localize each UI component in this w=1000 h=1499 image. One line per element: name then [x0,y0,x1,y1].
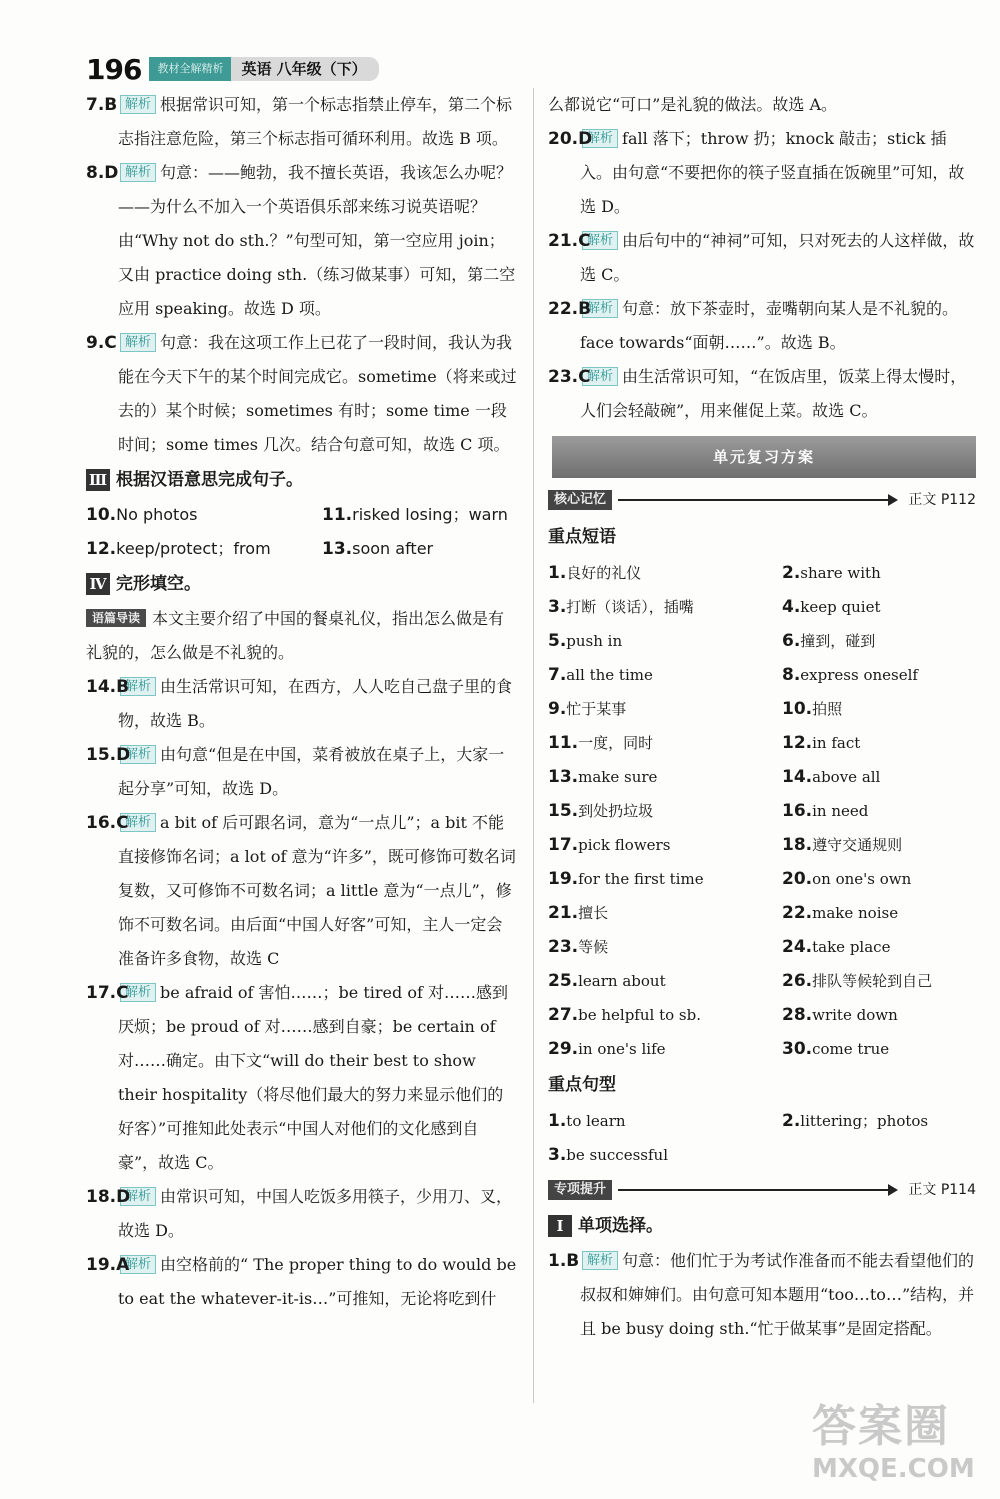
answer-text: 句意：他们忙于为考试作准备而不能去看望他们的叔叔和婶婶们。由句意可知本题用“too…to…”结构，并且 be busy doing sth.“忙于做某事”是固定搭配。 [580,1251,975,1338]
book-series-label: 教材全解精析 [149,57,231,81]
answer-list [548,122,976,428]
answer-item [86,738,518,806]
analysis-tag: 解析 [582,367,618,386]
answer-text: 句意：我在这项工作上已花了一段时间，我认为我能在今天下午的某个时间完成它。sometime（将来或过去的）某个时候；sometimes 有时；some time 一段时间；some times 几次。结合句意可知，故选 C 项。 [118,333,517,454]
item-text: 打断（谈话），插嘴 [566,598,694,616]
phrase-item [782,726,976,760]
arrow-line [618,1189,896,1191]
analysis-tag: 解析 [120,1187,156,1206]
analysis-tag: 解析 [120,813,156,832]
item-text: share with [800,564,881,582]
item-text: in fact [812,734,861,752]
fill-item [86,498,322,532]
answer-item [548,292,976,360]
sentence-item [548,1104,782,1138]
phrase-item [548,658,782,692]
item-number: 14. [782,767,813,787]
item-text: all the time [566,666,653,684]
phrase-item [548,692,782,726]
item-text: No photos [116,505,198,524]
answer-text: 句意：——鲍勃，我不擅长英语，我该怎么办呢？——为什么不加入一个英语俱乐部来练习说英语呢？由“Why not do sth.？”句型可知，第一空应用 join；又由 practice doing sth.（练习做某事）可知，第二空应用 speaking。故选 D 项。 [118,163,516,318]
guide-text: 本文主要介绍了中国的餐桌礼仪，指出怎么做是有礼貌的，怎么做是不礼貌的。 [86,609,505,662]
item-text: 等候 [578,938,609,956]
watermark-logo [812,1400,982,1490]
item-text: write down [812,1006,898,1024]
item-number: 15. [548,801,579,821]
phrase-item [548,862,782,896]
item-number: 17. [548,835,579,855]
answer-number: 9.C [86,333,117,353]
analysis-tag: 解析 [120,983,156,1002]
item-number: 18. [782,835,813,855]
item-text: keep/protect；from [116,539,271,558]
item-number: 20. [782,869,813,889]
answer-number: 20.D [548,129,593,149]
item-number: 26. [782,971,813,991]
item-number: 13. [322,539,353,559]
phrase-item [548,998,782,1032]
right-column [548,88,976,1346]
answer-item [548,224,976,292]
item-text: soon after [352,539,434,558]
phrase-item [782,998,976,1032]
analysis-tag: 解析 [120,163,156,182]
item-number: 3. [548,597,567,617]
item-text: above all [812,768,881,786]
item-number: 5. [548,631,567,651]
answer-text: a bit of 后可跟名词，意为“一点儿”；a bit 不能直接修饰名词；a lot of 意为“许多”，既可修饰可数名词复数，又可修饰不可数名词；a little 意为“一点儿”，修饰不可数名词。由后面“中国人好客”可知，主人一定会准备许多食物，故选 C [118,813,516,968]
answer-item [548,122,976,224]
fill-item [86,532,322,566]
item-number: 23. [548,937,579,957]
phrase-item [782,556,976,590]
item-number: 21. [548,903,579,923]
answer-text: 由常识可知，中国人吃饭多用筷子，少用刀、叉，故选 D。 [118,1187,513,1240]
item-number: 13. [548,767,579,787]
item-text: 排队等候轮到自己 [812,972,933,990]
item-text: 一度，同时 [578,734,654,752]
item-number: 12. [86,539,117,559]
answer-item [86,806,518,976]
item-number: 16. [782,801,813,821]
guide-tag: 语篇导读 [86,609,146,627]
answer-number: 21.C [548,231,591,251]
analysis-tag: 解析 [582,129,618,148]
item-text: learn about [578,972,666,990]
answer-item [86,326,518,462]
sentence-item [782,1104,976,1138]
phrase-item [548,556,782,590]
item-number: 30. [782,1039,813,1059]
answer-text: 由生活常识可知，在西方，人人吃自己盘子里的食物，故选 B。 [118,677,513,730]
analysis-tag: 解析 [120,677,156,696]
phrase-item [548,624,782,658]
answer-item [86,88,518,156]
column-divider [533,88,534,1403]
fill-item [322,532,518,566]
page-header [86,52,379,86]
analysis-tag: 解析 [582,299,618,318]
item-text: littering；photos [800,1112,929,1130]
phrase-item [782,658,976,692]
phrase-item [782,862,976,896]
phrase-item [782,760,976,794]
section-title: 单项选择。 [578,1216,663,1236]
reference-page: 正文 P114 [908,1182,976,1198]
phrase-item [782,896,976,930]
answer-number: 18.D [86,1187,131,1207]
item-number: 11. [322,505,353,525]
item-text: come true [812,1040,890,1058]
reference-label: 核心记忆 [548,490,612,510]
watermark-url: MXQE.COM [812,1454,975,1484]
item-number: 4. [782,597,801,617]
analysis-tag: 解析 [120,95,156,114]
answer-number: 16.C [86,813,129,833]
section-heading [86,462,518,498]
answer-text: 由句意“但是在中国，菜肴被放在桌子上，大家一起分享”可知，故选 D。 [118,745,505,798]
item-text: 拍照 [812,700,843,718]
item-number: 9. [548,699,567,719]
answer-item [86,1180,518,1248]
item-number: 7. [548,665,567,685]
item-text: 遵守交通规则 [812,836,903,854]
answer-text: 根据常识可知，第一个标志指禁止停车，第二个标志指注意危险，第三个标志指可循环利用。故选 B 项。 [118,95,513,148]
phrases-heading: 重点短语 [548,527,616,547]
phrase-list [548,556,976,1066]
phrase-item [548,964,782,998]
item-text: make noise [812,904,899,922]
left-column [86,88,518,1316]
answer-number: 7.B [86,95,118,115]
answer-text: fall 落下；throw 扔；knock 敲击；stick 插入。由句意“不要把你的筷子竖直插在饭碗里”可知，故选 D。 [580,129,965,216]
item-number: 1. [548,563,567,583]
item-text: 擅长 [578,904,609,922]
phrase-item [548,1032,782,1066]
item-number: 27. [548,1005,579,1025]
phrase-item [782,828,976,862]
item-number: 24. [782,937,813,957]
phrase-item [548,930,782,964]
item-number: 10. [782,699,813,719]
item-number: 28. [782,1005,813,1025]
page-number: 196 [86,52,142,86]
item-text: be helpful to sb. [578,1006,701,1024]
item-text: on one's own [812,870,912,888]
reference-row [548,1172,976,1208]
item-text: push in [566,632,623,650]
item-number: 2. [782,1111,801,1131]
answer-text: be afraid of 害怕……；be tired of 对……感到厌烦；be proud of 对……感到自豪；be certain of 对……确定。由下文“will do their best to show their hospitality（将尽他们最大的努力来显示他们的好客）”可推知此处表示“中国人对他们的文化感到自豪”，故选 C。 [118,983,508,1172]
answer-number: 8.D [86,163,119,183]
analysis-tag: 解析 [582,231,618,250]
answer-list [86,88,518,462]
item-number: 19. [548,869,579,889]
sentences-heading: 重点句型 [548,1075,616,1095]
item-text: be successful [566,1146,668,1164]
analysis-tag: 解析 [120,745,156,764]
item-number: 10. [86,505,117,525]
answer-item [86,976,518,1180]
answer-text: 由后句中的“神祠”可知，只对死去的人这样做，故选 C。 [580,231,975,284]
passage-guide [86,602,518,670]
reference-label: 专项提升 [548,1180,612,1200]
answer-text: 由生活常识可知，“在饭店里，饭菜上得太慢时，人们会轻敲碗”，用来催促上菜。故选 C。 [580,367,967,420]
answer-text: 由空格前的“ The proper thing to do would be to eat the whatever-it-is…”可推知，无论将吃到什 [118,1255,517,1308]
answer-number: 22.B [548,299,592,319]
answer-text: 句意：放下茶壶时，壶嘴朝向某人是不礼貌的。face towards“面朝……”。故选 B。 [580,299,959,352]
phrase-item [782,624,976,658]
reference-row [548,482,976,518]
item-number: 25. [548,971,579,991]
item-number: 29. [548,1039,579,1059]
item-text: 良好的礼仪 [566,564,642,582]
item-text: for the first time [578,870,704,888]
section-number: Ⅳ [86,573,110,595]
phrase-item [782,1032,976,1066]
fill-item [322,498,518,532]
sentence-item [548,1138,782,1172]
item-text: take place [812,938,891,956]
item-number: 8. [782,665,801,685]
item-number: 1. [548,1111,567,1131]
continuation-text: 么都说它“可口”是礼貌的做法。故选 A。 [548,95,838,114]
item-text: to learn [566,1112,626,1130]
phrase-item [782,794,976,828]
answer-number: 17.C [86,983,129,1003]
answer-item [548,1244,976,1346]
answer-number: 19.A [86,1255,130,1275]
item-number: 11. [548,733,579,753]
item-number: 6. [782,631,801,651]
answer-number: 15.D [86,745,131,765]
phrase-item [548,590,782,624]
item-text: 撞到，碰到 [800,632,876,650]
answer-number: 14.B [86,677,130,697]
item-number: 22. [782,903,813,923]
arrow-line [618,499,896,501]
item-number: 12. [782,733,813,753]
phrase-item [548,726,782,760]
item-text: make sure [578,768,658,786]
answer-number: 1.B [548,1251,580,1271]
section-number: Ⅲ [86,469,110,491]
phrase-item [782,692,976,726]
item-number: 3. [548,1145,567,1165]
watermark-text: 答案圈 [812,1401,950,1452]
item-text: pick flowers [578,836,671,854]
answer-list [86,670,518,1316]
fill-answers [86,498,518,566]
phrase-item [548,794,782,828]
phrase-item [548,896,782,930]
sentence-list [548,1104,976,1172]
item-text: in one's life [578,1040,666,1058]
analysis-tag: 解析 [120,1255,156,1274]
section-heading [548,1208,976,1244]
answer-number: 23.C [548,367,591,387]
phrase-item [548,828,782,862]
analysis-tag: 解析 [120,333,156,352]
answer-item [86,1248,518,1316]
item-text: keep quiet [800,598,881,616]
item-text: 到处扔垃圾 [578,802,654,820]
unit-review-banner: 单元复习方案 [552,436,976,478]
item-text: in need [812,802,869,820]
reference-page: 正文 P112 [908,492,976,508]
section-title: 完形填空。 [116,574,201,594]
section-number: Ⅰ [548,1215,572,1237]
phrase-item [782,590,976,624]
subject-label: 英语 八年级（下） [231,57,378,81]
answer-item [86,156,518,326]
answer-item [86,670,518,738]
item-text: express oneself [800,666,918,684]
section-title: 根据汉语意思完成句子。 [116,470,303,490]
phrase-item [782,930,976,964]
item-text: 忙于某事 [566,700,627,718]
phrase-item [782,964,976,998]
item-number: 2. [782,563,801,583]
analysis-tag: 解析 [582,1251,618,1270]
item-text: risked losing；warn [352,505,508,524]
phrase-item [548,760,782,794]
answer-item [548,360,976,428]
section-heading [86,566,518,602]
